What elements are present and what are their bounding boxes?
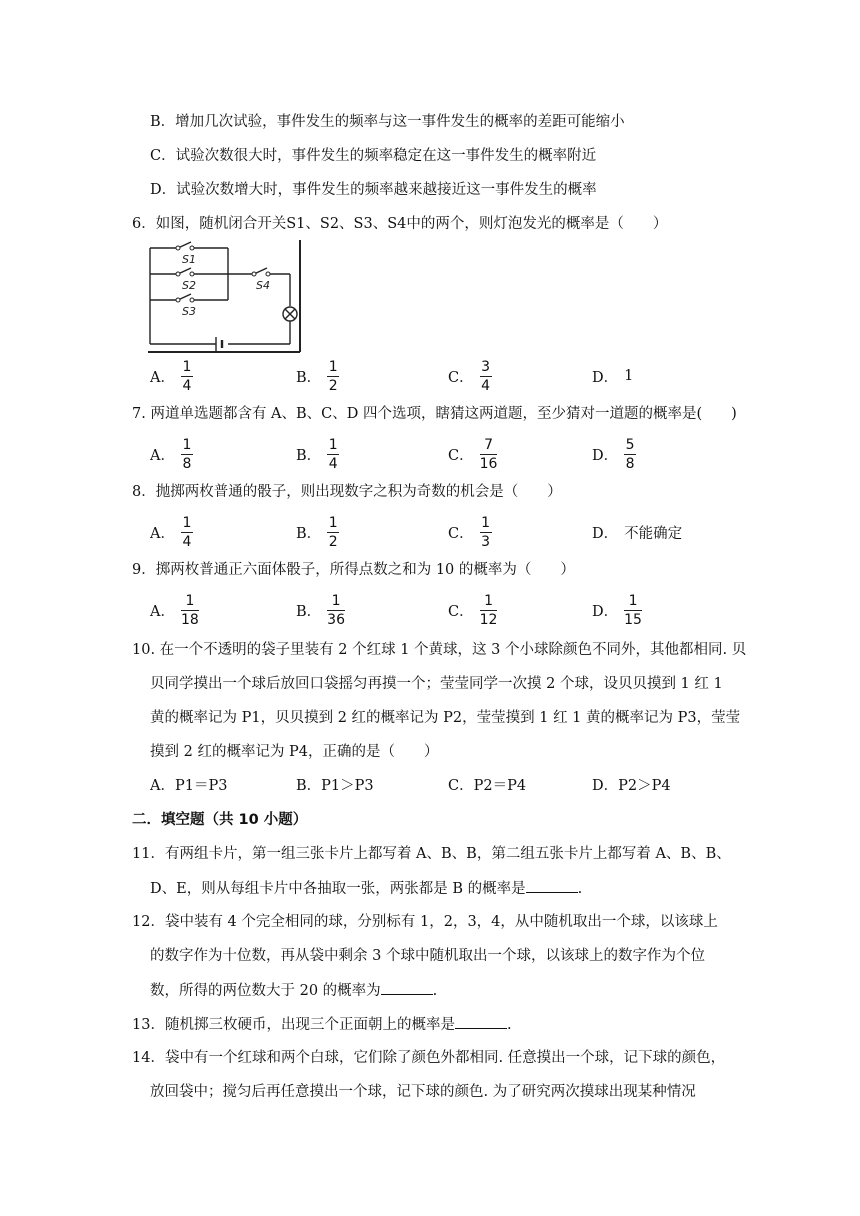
q11-line-2: D、E，则从每组卡片中各抽取一张，两张都是 B 的概率是 . — [150, 878, 582, 899]
section-title-fill-blank: 二．填空题（共 10 小题） — [132, 812, 308, 828]
fraction: $\frac{1}{4}$ — [328, 436, 338, 472]
q6-option-c: C． $\frac{3}{4}$ — [448, 358, 491, 394]
fraction: $\frac{1}{18}$ — [180, 592, 199, 628]
q8-option-b: B． $\frac{1}{2}$ — [296, 514, 338, 550]
fraction: $\frac{1}{2}$ — [328, 514, 338, 550]
fraction: $\frac{5}{8}$ — [625, 436, 635, 472]
q5-option-b: B．增加几次试验，事件发生的频率与这一事件发生的概率的差距可能缩小 — [150, 114, 625, 130]
fraction: $\frac{1}{15}$ — [624, 592, 642, 628]
q6-option-a: A． $\frac{1}{4}$ — [150, 358, 192, 394]
q9-option-b: B． $\frac{1}{36}$ — [296, 592, 345, 628]
label-s1: S1 — [182, 253, 196, 266]
q12-line-3: 数，所得的两位数大于 20 的概率为 . — [150, 980, 437, 1001]
fraction: $\frac{1}{4}$ — [182, 358, 192, 394]
label-s4: S4 — [256, 279, 270, 292]
fraction: $\frac{1}{8}$ — [182, 436, 192, 472]
q5-option-d: D．试验次数增大时，事件发生的频率越来越接近这一事件发生的概率 — [150, 182, 597, 198]
label-s3: S3 — [182, 305, 196, 318]
q6-options — [150, 354, 770, 398]
q10-option-b: B．P1＞P3 — [296, 778, 374, 794]
q10-line-1: 10. 在一个不透明的袋子里装有 2 个红球 1 个黄球，这 3 个小球除颜色不同外，其他都相同. 贝 — [132, 642, 747, 658]
q13-line-1: 13．随机掷三枚硬币，出现三个正面朝上的概率是 . — [132, 1014, 512, 1035]
q12-line-1: 12．袋中装有 4 个完全相同的球，分别标有 1，2，3，4，从中随机取出一个球，以该球上 — [132, 914, 718, 930]
q7-options — [150, 432, 770, 476]
q8-option-a: A． $\frac{1}{4}$ — [150, 514, 192, 550]
q10-option-c: C．P2＝P4 — [448, 778, 527, 794]
fraction: $\frac{1}{2}$ — [328, 358, 338, 394]
q7-option-d: D． $\frac{5}{8}$ — [592, 436, 635, 472]
q6-option-d: D． 1 — [592, 368, 634, 386]
q10-line-3: 黄的概率记为 P1，贝贝摸到 2 红的概率记为 P2，莹莹摸到 1 红 1 黄的概率记为 P3，莹莹 — [150, 710, 741, 726]
q14-line-1: 14．袋中有一个红球和两个白球，它们除了颜色外都相同. 任意摸出一个球，记下球的颜色， — [132, 1050, 726, 1066]
q6-stem: 6．如图，随机闭合开关S1、S2、S3、S4中的两个，则灯泡发光的概率是（ ） — [132, 216, 668, 232]
q10-line-2: 贝同学摸出一个球后放回口袋摇匀再摸一个；莹莹同学一次摸 2 个球，设贝贝摸到 1 红 1 — [150, 676, 723, 692]
q14-line-2: 放回袋中；搅匀后再任意摸出一个球，记下球的颜色. 为了研究两次摸球出现某种情况 — [150, 1084, 696, 1100]
q9-options — [150, 588, 770, 632]
q5-option-c: C．试验次数很大时，事件发生的频率稳定在这一事件发生的概率附近 — [150, 148, 597, 164]
q6-switches: S1、S2、S3、S4 — [286, 216, 407, 232]
q10-option-a: A．P1＝P3 — [150, 778, 228, 794]
q7-option-a: A． $\frac{1}{8}$ — [150, 436, 192, 472]
label-s2: S2 — [182, 279, 196, 292]
q6-option-b: B． $\frac{1}{2}$ — [296, 358, 338, 394]
q8-options — [150, 510, 770, 554]
q8-option-d: D． 不能确定 — [592, 525, 683, 542]
fraction: $\frac{1}{12}$ — [479, 592, 498, 628]
q7-option-b: B． $\frac{1}{4}$ — [296, 436, 338, 472]
q9-option-a: A． $\frac{1}{18}$ — [150, 592, 199, 628]
fraction: $\frac{1}{36}$ — [327, 592, 345, 628]
fraction: $\frac{1}{4}$ — [182, 514, 192, 550]
q10-line-4: 摸到 2 红的概率记为 P4，正确的是（ ） — [150, 744, 439, 760]
q9-stem: 9．掷两枚普通正六面体骰子，所得点数之和为 10 的概率为（ ） — [132, 562, 575, 578]
q8-option-c: C． $\frac{1}{3}$ — [448, 514, 491, 550]
fraction: $\frac{1}{3}$ — [481, 514, 491, 550]
q11-line-1: 11．有两组卡片，第一组三张卡片上都写着 A、B、B，第二组五张卡片上都写着 A、B、B、 — [132, 846, 731, 862]
answer-blank — [381, 980, 433, 995]
answer-blank — [455, 1014, 507, 1029]
q8-stem: 8．抛掷两枚普通的骰子，则出现数字之积为奇数的机会是（ ） — [132, 484, 562, 500]
fraction: $\frac{7}{16}$ — [479, 436, 498, 472]
q9-option-c: C． $\frac{1}{12}$ — [448, 592, 498, 628]
answer-blank — [526, 878, 578, 893]
q10-option-d: D．P2＞P4 — [592, 778, 671, 794]
q7-stem: 7. 两道单选题都含有 A、B、C、D 四个选项，瞎猜这两道题，至少猜对一道题的概率是( ) — [132, 406, 737, 422]
q7-option-c: C． $\frac{7}{16}$ — [448, 436, 498, 472]
q12-line-2: 的数字作为十位数，再从袋中剩余 3 个球中随机取出一个球，以该球上的数字作为个位 — [150, 948, 705, 964]
q9-option-d: D． $\frac{1}{15}$ — [592, 592, 642, 628]
fraction: $\frac{3}{4}$ — [481, 358, 491, 394]
circuit-diagram — [144, 238, 304, 354]
